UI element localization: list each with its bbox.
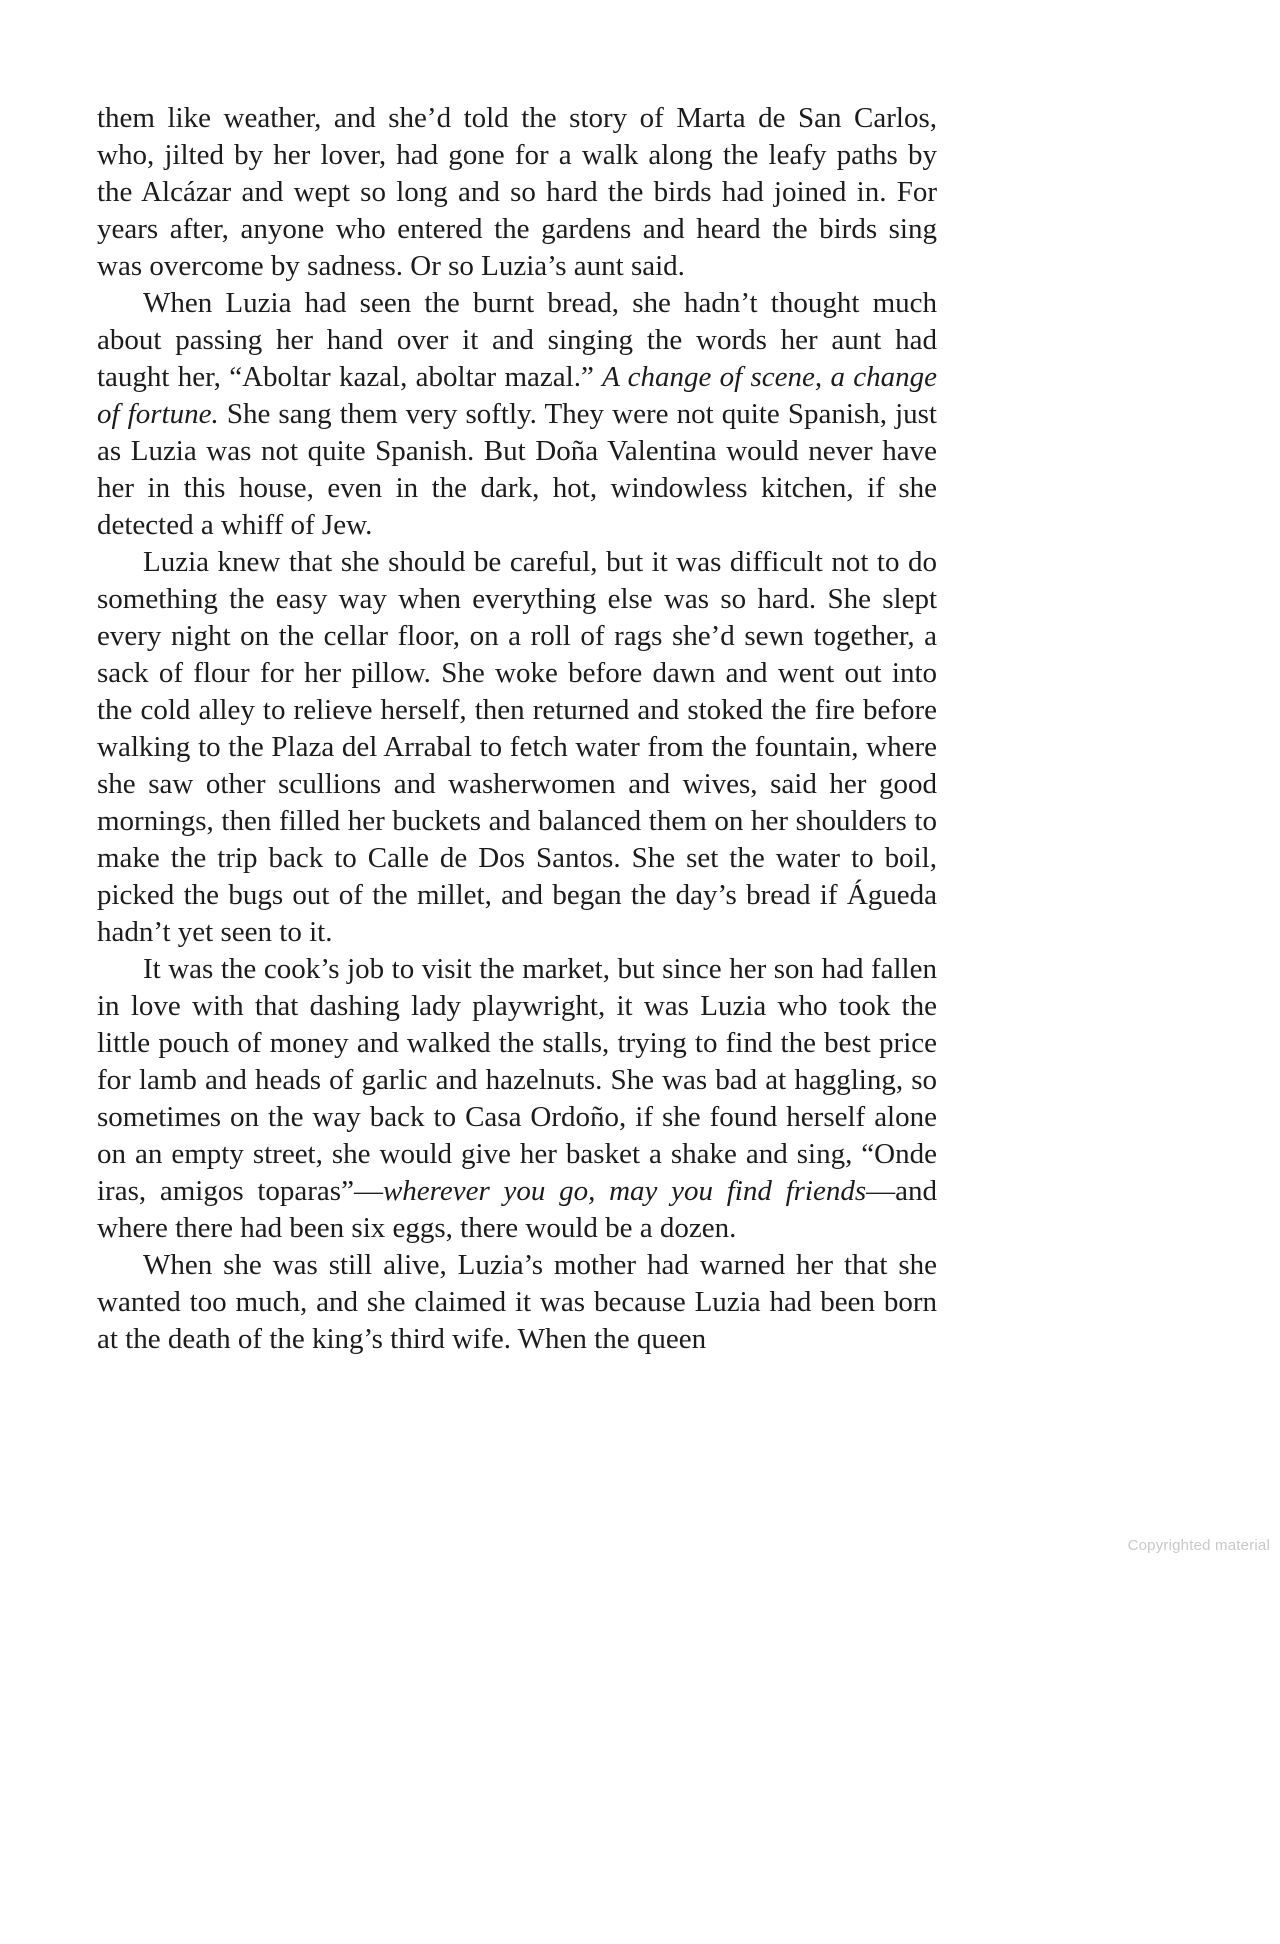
text-segment: She sang them very softly. They were not quite Spanish, just as Luzia was not quite Spanish. But Doña Valentina would never have her in this house, even in the dark, hot, windowless kitchen, if she detected a whiff of Jew. (97, 398, 937, 541)
text-segment: When Luzia had seen the burnt bread, she hadn’t thought much about passing her hand over it and singing the words her aunt had taught her, “Aboltar kazal, aboltar mazal.” (97, 287, 937, 393)
text-segment: them like weather, and she’d told the story of Marta de San Carlos, who, jilted by her lover, had gone for a walk along the leafy paths by the Alcázar and wept so long and so hard the birds had joined in. For years after, anyone who entered the gardens and heard the birds sing was overcome by sadness. Or so Luzia’s aunt said. (97, 102, 937, 282)
italic-text-segment: wherever you go, may you find friends (382, 1175, 867, 1207)
text-segment: It was the cook’s job to visit the market, but since her son had fallen in love with that dashing lady playwright, it was Luzia who took the little pouch of money and walked the stalls, trying to find the best price for lamb and heads of garlic and hazelnuts. She was bad at haggling, so sometimes on the way back to Casa Ordoño, if she found herself alone on an empty street, she would give her basket a shake and sing, “Onde iras, amigos toparas”— (97, 953, 937, 1207)
text-segment: Luzia knew that she should be careful, but it was difficult not to do something the easy way when everything else was so hard. She slept every night on the cellar floor, on a roll of rags she’d sewn together, a sack of flour for her pillow. She woke before dawn and went out into the cold alley to relieve herself, then returned and stoked the fire before walking to the Plaza del Arrabal to fetch water from the fountain, where she saw other scullions and washerwomen and wives, said her good mornings, then filled her buckets and balanced them on her shoulders to make the trip back to Calle de Dos Santos. She set the water to boil, picked the bugs out of the millet, and began the day’s bread if Águeda hadn’t yet seen to it. (97, 546, 937, 948)
paragraph (97, 544, 937, 951)
paragraph (97, 100, 937, 285)
paragraph (97, 951, 937, 1247)
paragraph (97, 1247, 937, 1358)
page-text (97, 100, 937, 1358)
paragraph (97, 285, 937, 544)
copyright-watermark: Copyrighted material (1127, 1537, 1270, 1554)
italic-text-segment: A change of scene, a change of fortune. (97, 361, 937, 430)
text-segment: —and where there had been six eggs, there would be a dozen. (97, 1175, 937, 1244)
text-segment: When she was still alive, Luzia’s mother had warned her that she wanted too much, and she claimed it was because Luzia had been born at the death of the king’s third wife. When the queen (97, 1249, 937, 1355)
